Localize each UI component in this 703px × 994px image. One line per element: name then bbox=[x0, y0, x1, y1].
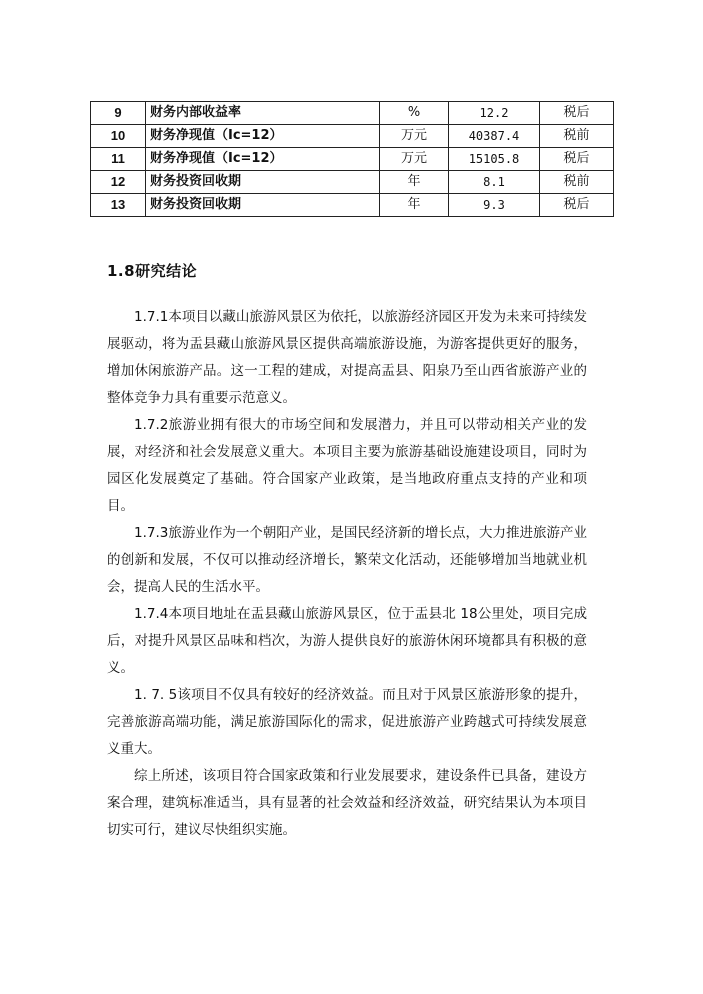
paragraph: 1.7.1本项目以藏山旅游风景区为依托，以旅游经济园区开发为未来可持续发展驱动，将为盂县藏山旅游风景区提供高端旅游设施，为游客提供更好的服务，增加休闲旅游产品。这一工程的建成，对提高盂县、阳泉乃至山西省旅游产业的整体竞争力具有重要示范意义。 bbox=[107, 309, 587, 406]
unit-cell: 万元 bbox=[380, 125, 449, 148]
indicator-name: 财务净现值（Ic=12） bbox=[146, 125, 380, 148]
unit-cell: % bbox=[380, 102, 449, 125]
row-number: 10 bbox=[91, 125, 146, 148]
row-number: 12 bbox=[91, 171, 146, 194]
paragraph: 1.7.4本项目地址在盂县藏山旅游风景区，位于盂县北 18公里处，项目完成后，对提升风景区品味和档次，为游人提供良好的旅游休闲环境都具有积极的意义。 bbox=[107, 606, 587, 676]
row-number: 13 bbox=[91, 194, 146, 217]
unit-cell: 年 bbox=[380, 171, 449, 194]
table-row bbox=[91, 148, 614, 171]
paragraph: 1.7.2旅游业拥有很大的市场空间和发展潜力，并且可以带动相关产业的发展，对经济和社会发展意义重大。本项目主要为旅游基础设施建设项目，同时为园区化发展奠定了基础。符合国家产业政策，是当地政府重点支持的产业和项目。 bbox=[107, 417, 587, 514]
note-cell: 税前 bbox=[540, 125, 614, 148]
value-cell: 8.1 bbox=[449, 171, 540, 194]
table-row bbox=[91, 171, 614, 194]
financial-indicator-table bbox=[90, 101, 614, 217]
indicator-name: 财务内部收益率 bbox=[146, 102, 380, 125]
table-row bbox=[91, 194, 614, 217]
note-cell: 税后 bbox=[540, 148, 614, 171]
value-cell: 9.3 bbox=[449, 194, 540, 217]
row-number: 11 bbox=[91, 148, 146, 171]
note-cell: 税后 bbox=[540, 194, 614, 217]
section-heading: 1.8研究结论 bbox=[107, 262, 198, 280]
indicator-name: 财务投资回收期 bbox=[146, 194, 380, 217]
indicator-name: 财务投资回收期 bbox=[146, 171, 380, 194]
note-cell: 税前 bbox=[540, 171, 614, 194]
value-cell: 15105.8 bbox=[449, 148, 540, 171]
note-cell: 税后 bbox=[540, 102, 614, 125]
value-cell: 12.2 bbox=[449, 102, 540, 125]
paragraph: 综上所述，该项目符合国家政策和行业发展要求，建设条件已具备，建设方案合理，建筑标准适当，具有显著的社会效益和经济效益，研究结果认为本项目切实可行，建议尽快组织实施。 bbox=[107, 768, 587, 838]
unit-cell: 年 bbox=[380, 194, 449, 217]
row-number: 9 bbox=[91, 102, 146, 125]
conclusion-body bbox=[107, 304, 587, 844]
paragraph: 1.7.3旅游业作为一个朝阳产业，是国民经济新的增长点，大力推进旅游产业的创新和发展，不仅可以推动经济增长，繁荣文化活动，还能够增加当地就业机会，提高人民的生活水平。 bbox=[107, 525, 587, 595]
indicator-name: 财务净现值（Ic=12） bbox=[146, 148, 380, 171]
table-row bbox=[91, 102, 614, 125]
value-cell: 40387.4 bbox=[449, 125, 540, 148]
unit-cell: 万元 bbox=[380, 148, 449, 171]
paragraph: 1. 7. 5该项目不仅具有较好的经济效益。而且对于风景区旅游形象的提升，完善旅游高端功能，满足旅游国际化的需求，促进旅游产业跨越式可持续发展意义重大。 bbox=[107, 687, 587, 757]
table-row bbox=[91, 125, 614, 148]
